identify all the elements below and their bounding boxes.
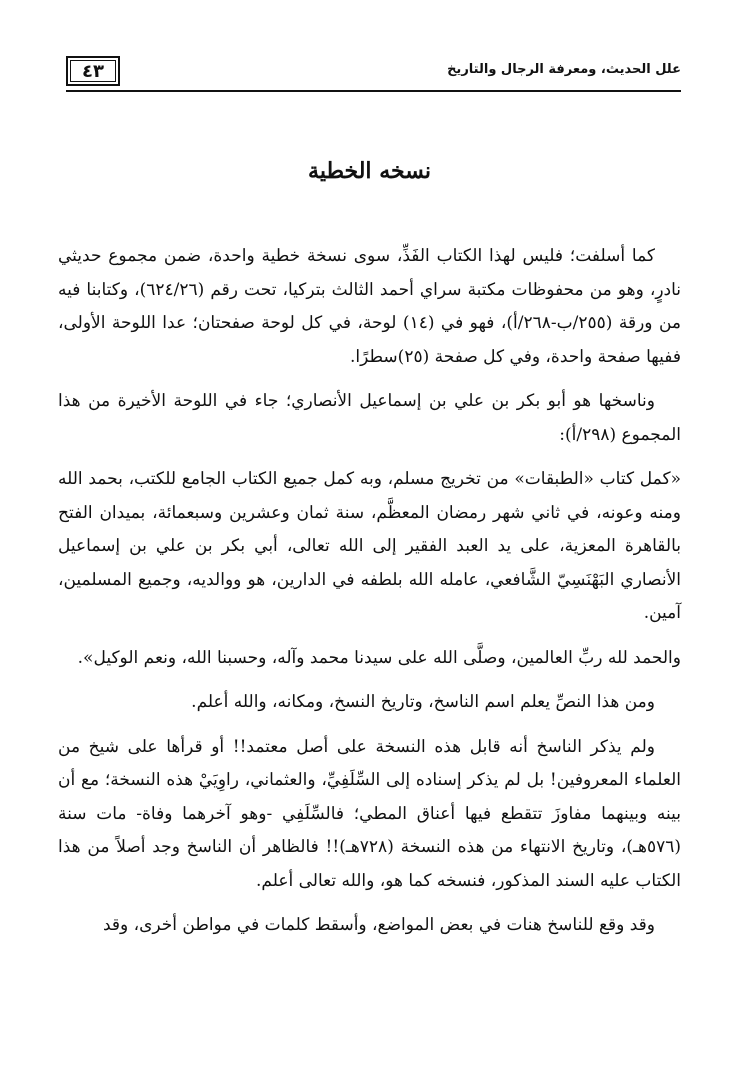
page-number: ٤٣: [66, 56, 120, 86]
running-header: [66, 56, 681, 92]
paragraph-conclusion: ومن هذا النصِّ يعلم اسم الناسخ، وتاريخ النسخ، ومكانه، والله أعلم.: [191, 692, 655, 712]
section-title: نسخه الخطية: [308, 158, 431, 184]
paragraph-intro: كما أسلفت؛ فليس لهذا الكتاب الفَذِّ، سوى نسخة خطية واحدة، ضمن مجموع حديثي نادرٍ، وهو من محفوظات مكتبة سراي أحمد الثالث بتركيا، تحت رقم (٦٢٤/٢٦)، وكتابنا فيه من ورقة (٢٥٥/ب-٢٦٨/أ)، فهو في (١٤) لوحة، في كل لوحة صفحتان؛ عدا اللوحة الأولى، ففيها صفحة واحدة، وفي كل صفحة (٢٥)سطرًا.: [58, 246, 682, 367]
paragraph-errors: وقد وقع للناسخ هنات في بعض المواضع، وأسقط كلمات في مواطن أخرى، وقد: [102, 915, 655, 935]
paragraph-colophon-closing: والحمد لله ربِّ العالمين، وصلَّى الله على سيدنا محمد وآله، وحسبنا الله، ونعم الوكيل».: [77, 647, 681, 668]
running-title: علل الحديث، ومعرفة الرجال والتاريخ: [447, 62, 681, 77]
paragraph-verification: ولم يذكر الناسخ أنه قابل هذه النسخة على أصل معتمد!! أو قرأها على شيخ من العلماء المعروفين! بل لم يذكر إسناده إلى السِّلَفِيِّ، والعثماني، راوِيَيْ هذه النسخة؛ مع أن بينه وبينهما مفاوزَ تتقطع فيها أعناق المطي؛ فالسِّلَفِي -وهو آخرهما وفاة- مات سنة (٥٧٦هـ)، وتاريخ الانتهاء من هذه النسخة (٧٢٨هـ)!! فالظاهر أن الناسخ وجد أصلاً من هذا الكتاب عليه السند المذكور، فنسخه كما هو، والله تعالى أعلم.: [58, 736, 681, 891]
paragraph-copyist: وناسخها هو أبو بكر بن علي بن إسماعيل الأنصاري؛ جاء في اللوحة الأخيرة من هذا المجموع (٢٩٨/أ):: [58, 391, 681, 445]
body-text: [58, 240, 681, 943]
paragraph-colophon-quote: «كمل كتاب «الطبقات» من تخريج مسلم، وبه كمل جميع الكتاب الجامع للكتب، بحمد الله ومنه وعونه، في ثاني شهر رمضان المعظَّم، سنة ثمان وعشرين وسبعمائة، بميدان الفتح بالقاهرة المعزية، على يد العبد الفقير إلى الله تعالى، أبي بكر بن علي بن إسماعيل الأنصاري البَهْنَسِيّ الشَّافعي، عامله الله بلطفه في الدارين، هو ووالديه، وجميع المسلمين، آمين.: [58, 469, 681, 623]
